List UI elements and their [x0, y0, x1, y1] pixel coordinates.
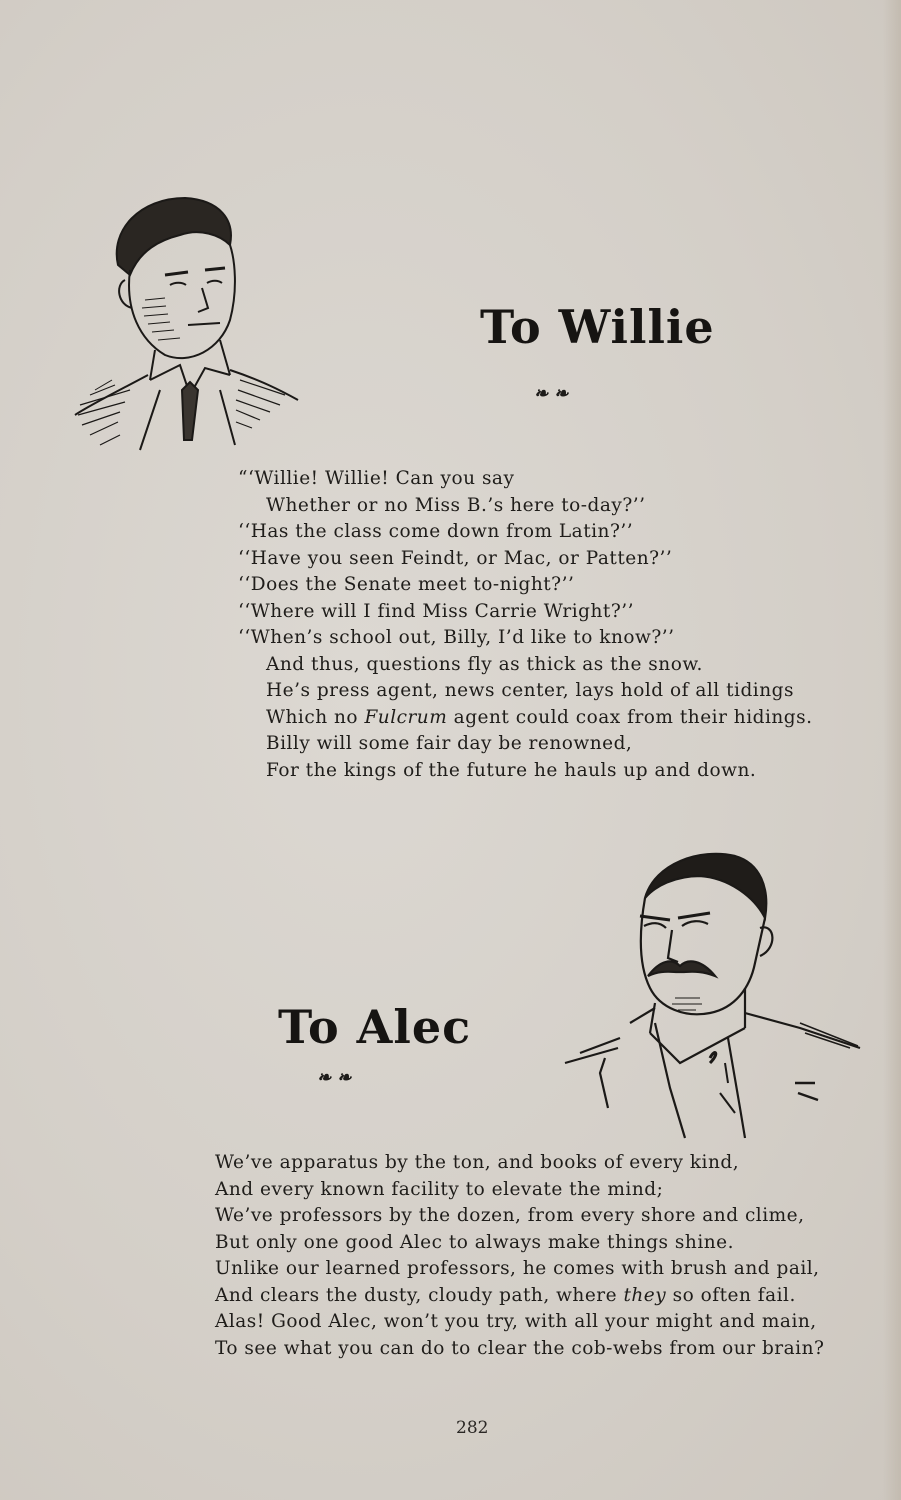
willie-line-11: Billy will some fair day be renowned, [266, 733, 633, 754]
willie-line-9: He’s press agent, news center, lays hold of all tidings [266, 680, 794, 701]
alec-line-7: Alas! Good Alec, won’t you try, with all your might and main, [215, 1311, 817, 1332]
willie-line-7: ‘‘When’s school out, Billy, I’d like to know?’’ [238, 627, 675, 648]
they-italic: they [623, 1284, 667, 1306]
willie-line-10-post: agent could coax from their hidings. [447, 706, 813, 728]
willie-title: To Willie [480, 300, 715, 354]
page-number: 282 [456, 1418, 489, 1438]
willie-line-10 [238, 705, 813, 732]
alec-line-8: To see what you can do to clear the cob-webs from our brain? [215, 1337, 825, 1359]
alec-line-6-post: so often fail. [666, 1284, 796, 1306]
alec-line-2: And every known facility to elevate the mind; [215, 1178, 664, 1200]
willie-line-6: ‘‘Where will I find Miss Carrie Wright?’’ [238, 600, 635, 622]
fulcrum-italic: Fulcrum [364, 706, 448, 728]
alec-ornament: ❧ ❧ [317, 1068, 352, 1088]
willie-line-3: ‘‘Has the class come down from Latin?’’ [238, 521, 634, 542]
alec-line-5: Unlike our learned professors, he comes with brush and pail, [215, 1258, 820, 1279]
alec-line-4: But only one good Alec to always make things shine. [215, 1231, 734, 1253]
alec-line-1: We’ve apparatus by the ton, and books of every kind, [215, 1152, 740, 1173]
alec-line-6-pre: And clears the dusty, cloudy path, where [215, 1284, 624, 1306]
willie-line-2: Whether or no Miss B.’s here to-day?’’ [266, 494, 646, 516]
alec-portrait [560, 848, 870, 1143]
alec-title: To Alec [278, 1000, 472, 1054]
alec-line-3: We’ve professors by the dozen, from every shore and clime, [215, 1205, 805, 1226]
page-edge-shadow [883, 0, 901, 1500]
alec-poem [215, 1150, 824, 1362]
willie-portrait [70, 190, 305, 455]
willie-line-5: ‘‘Does the Senate meet to-night?’’ [238, 574, 575, 595]
willie-line-8: And thus, questions fly as thick as the snow. [266, 653, 703, 675]
willie-poem [238, 466, 813, 784]
willie-line-4: ‘‘Have you seen Feindt, or Mac, or Patten?’’ [238, 547, 673, 569]
alec-line-6 [215, 1283, 824, 1310]
willie-line-12: For the kings of the future he hauls up and down. [266, 759, 757, 781]
willie-line-10-pre: Which no [266, 706, 365, 728]
willie-ornament: ❧ ❧ [534, 384, 569, 404]
willie-line-1: “‘Willie! Willie! Can you say [238, 468, 515, 489]
